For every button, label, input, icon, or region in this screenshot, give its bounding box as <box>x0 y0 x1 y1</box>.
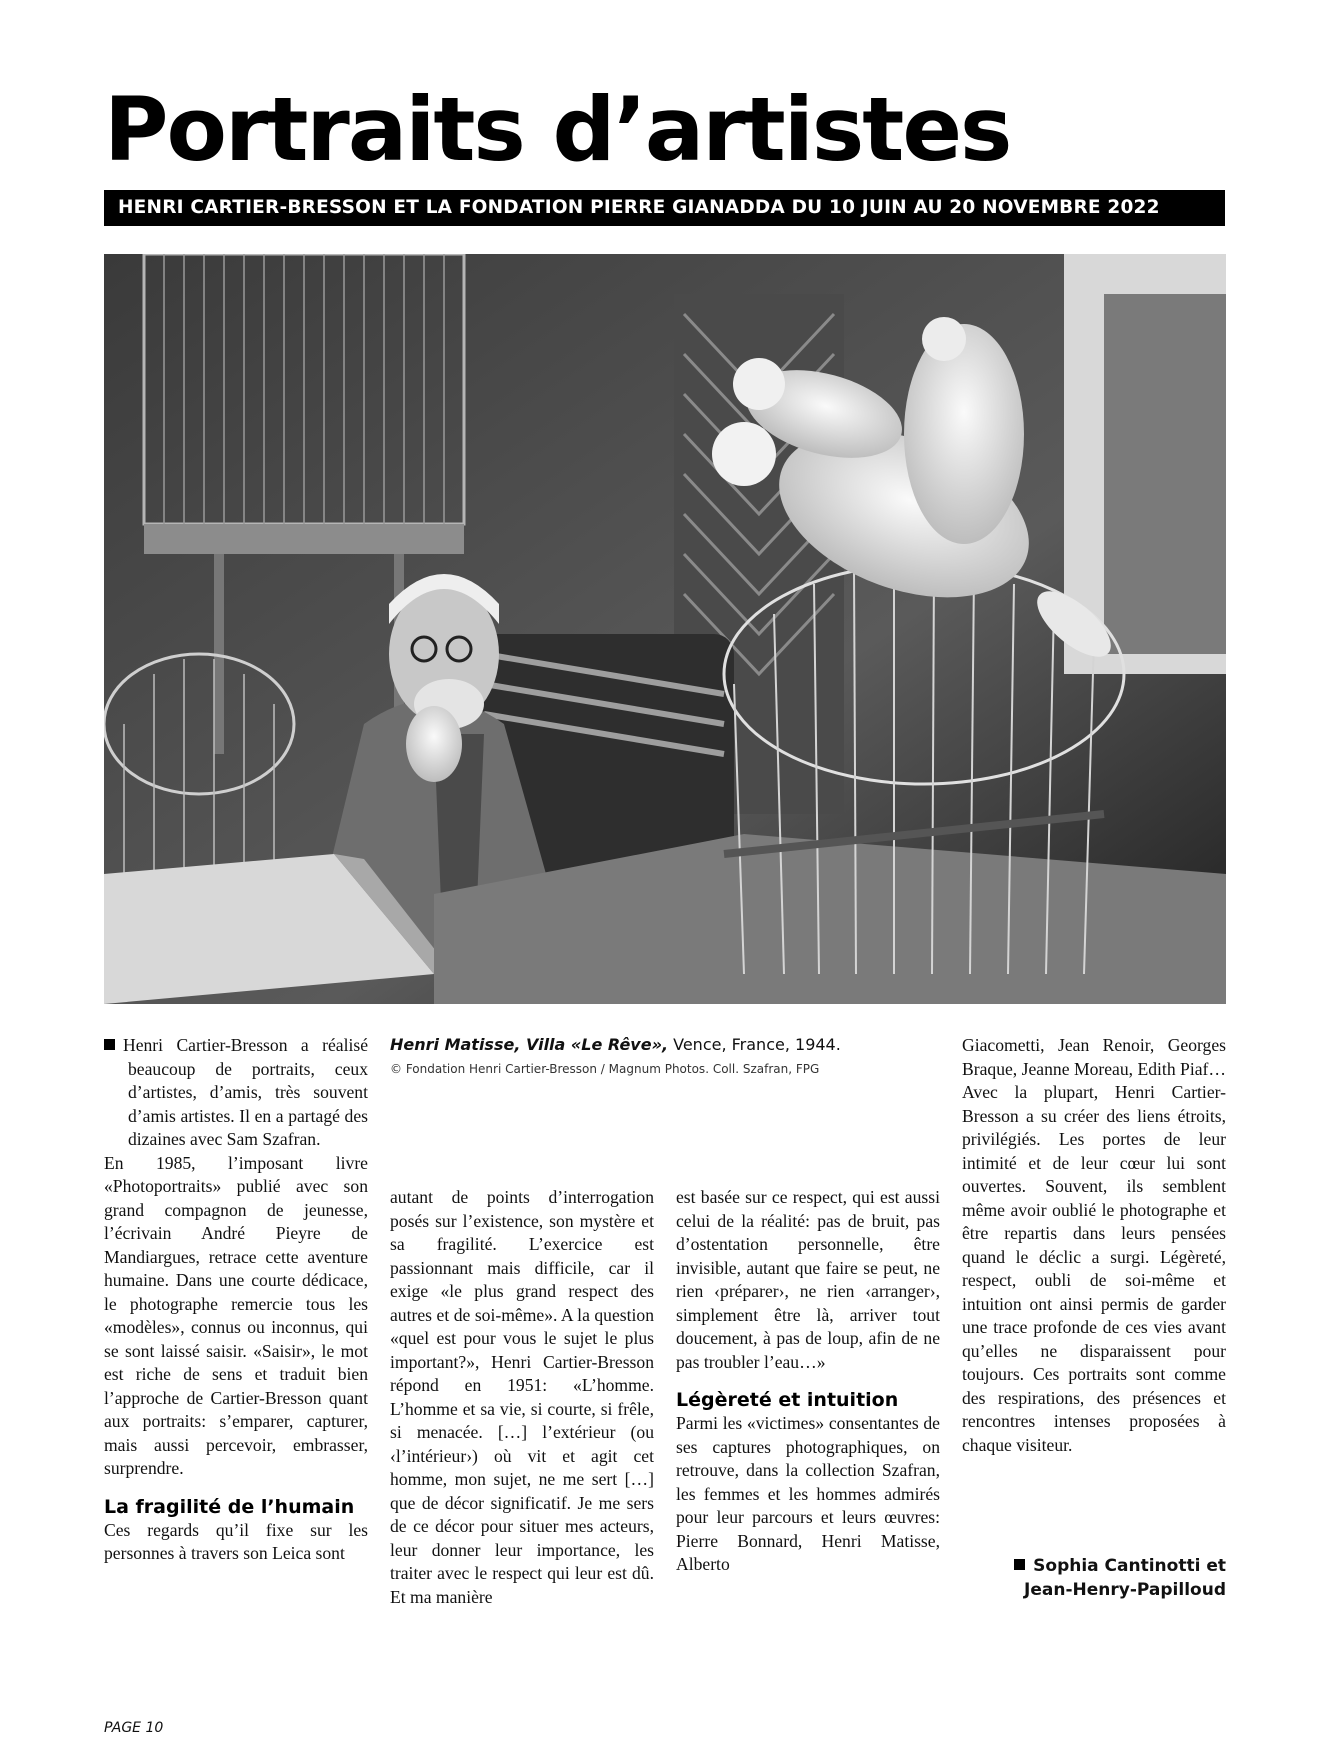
signature-line: Jean-Henry-Papilloud <box>1024 1580 1226 1600</box>
caption-place: Vence, France, 1944. <box>668 1035 841 1054</box>
subtitle-banner: HENRI CARTIER-BRESSON ET LA FONDATION PIERRE GIANADDA DU 10 JUIN AU 20 NOVEMBRE 2022 <box>104 190 1225 226</box>
signature-line <box>962 1554 1226 1578</box>
text-column-4 <box>962 1034 1226 1457</box>
caption-line <box>390 1034 850 1056</box>
text-column-2 <box>390 1186 654 1609</box>
section-heading: Légèreté et intuition <box>676 1389 899 1411</box>
photo-illustration <box>104 254 1226 1004</box>
paragraph: En 1985, l’imposant livre «Photoportraits» publié avec son grand compagnon de jeunesse, l’écrivain André Pieyre de Mandiargues, retrace cette aventure humaine. Dans une courte dédicace, le photographe remercie tous les «modèles», connus ou inconnus, qui se sont laissé saisir. «Saisir», le mot est riche de sens et traduit bien l’approche de Cartier-Bresson quant aux portraits: s’emparer, capturer, mais aussi percevoir, embrasser, surprendre. <box>104 1152 368 1478</box>
section-heading: La fragilité de l’humain <box>104 1495 355 1518</box>
paragraph <box>104 1034 368 1152</box>
text-column-1 <box>104 1034 368 1566</box>
author-signature <box>962 1554 1226 1602</box>
paragraph: autant de points d’interrogation posés sur l’existence, son mystère et sa fragilité. L’exercice est passionnant mais difficile, car il exige «le plus grand respect des autres et de soi-même». A la question «quel est pour vous le sujet le plus important?», Henri Cartier-Bresson répond en 1951: «L’homme. L’homme et sa vie, si courte, si frêle, si menacée. […] l’extérieur (ou ‹l’intérieur›) où vit et agit cet homme, mon sujet, ne me sert […] que de décor significatif. Je me sers de ce décor pour situer mes acteurs, leur donner leur importance, les traiter avec le respect qui leur est dû. Et ma manière <box>390 1187 654 1607</box>
paragraph: Ces regards qu’il fixe sur les personnes à travers son Leica sont <box>104 1519 368 1563</box>
paragraph: est basée sur ce respect, qui est aussi celui de la réalité: pas de bruit, pas d’ostentation personnelle, être invisible, autant que faire se peut, ne rien ‹préparer›, ne rien ‹arranger›, simplement être là, arriver tout doucement, à pas de loup, afin de ne pas troubler l’eau…» <box>676 1187 940 1372</box>
bullet-square-icon <box>104 1039 115 1050</box>
text-column-3 <box>676 1186 940 1577</box>
page-number: PAGE 10 <box>104 1720 164 1736</box>
page-title: Portraits d’artistes <box>104 78 1011 181</box>
caption-title: Henri Matisse, Villa «Le Rêve», <box>390 1035 669 1054</box>
bullet-square-icon <box>1014 1559 1025 1570</box>
photo-caption <box>390 1034 850 1078</box>
paragraph-text: Henri Cartier-Bresson a réalisé beaucoup de portraits, ceux d’artistes, d’amis, très souvent d’amis artistes. Il en a partagé des dizaines avec Sam Szafran. <box>123 1035 368 1149</box>
author-names: Sophia Cantinotti et <box>1033 1556 1226 1576</box>
photograph <box>104 254 1226 1004</box>
paragraph: Giacometti, Jean Renoir, Georges Braque, Jeanne Moreau, Edith Piaf… Avec la plupart, Henri Cartier-Bresson a su créer des liens étroits, privilégiés. Les portes de leur intimité et de leur cœur lui sont ouvertes. Souvent, ils semblent même avoir oublié le photographe et être repartis dans leurs pensées quand le déclic a surgi. Légèreté, respect, oubli de soi-même et intuition ont ainsi permis de garder une trace profonde de ces vies avant qu’elles ne disparaissent pour toujours. Ces portraits sont comme des respirations, des présences et rencontres intenses proposées à chaque visiteur. <box>962 1035 1226 1455</box>
paragraph: Parmi les «victimes» consentantes de ses captures photographiques, on retrouve, dans la collection Szafran, les femmes et les hommes admirés pour leur parcours et leurs œuvres: Pierre Bonnard, Henri Matisse, Alberto <box>676 1413 940 1574</box>
caption-credit: © Fondation Henri Cartier-Bresson / Magnum Photos. Coll. Szafran, FPG <box>390 1062 820 1076</box>
